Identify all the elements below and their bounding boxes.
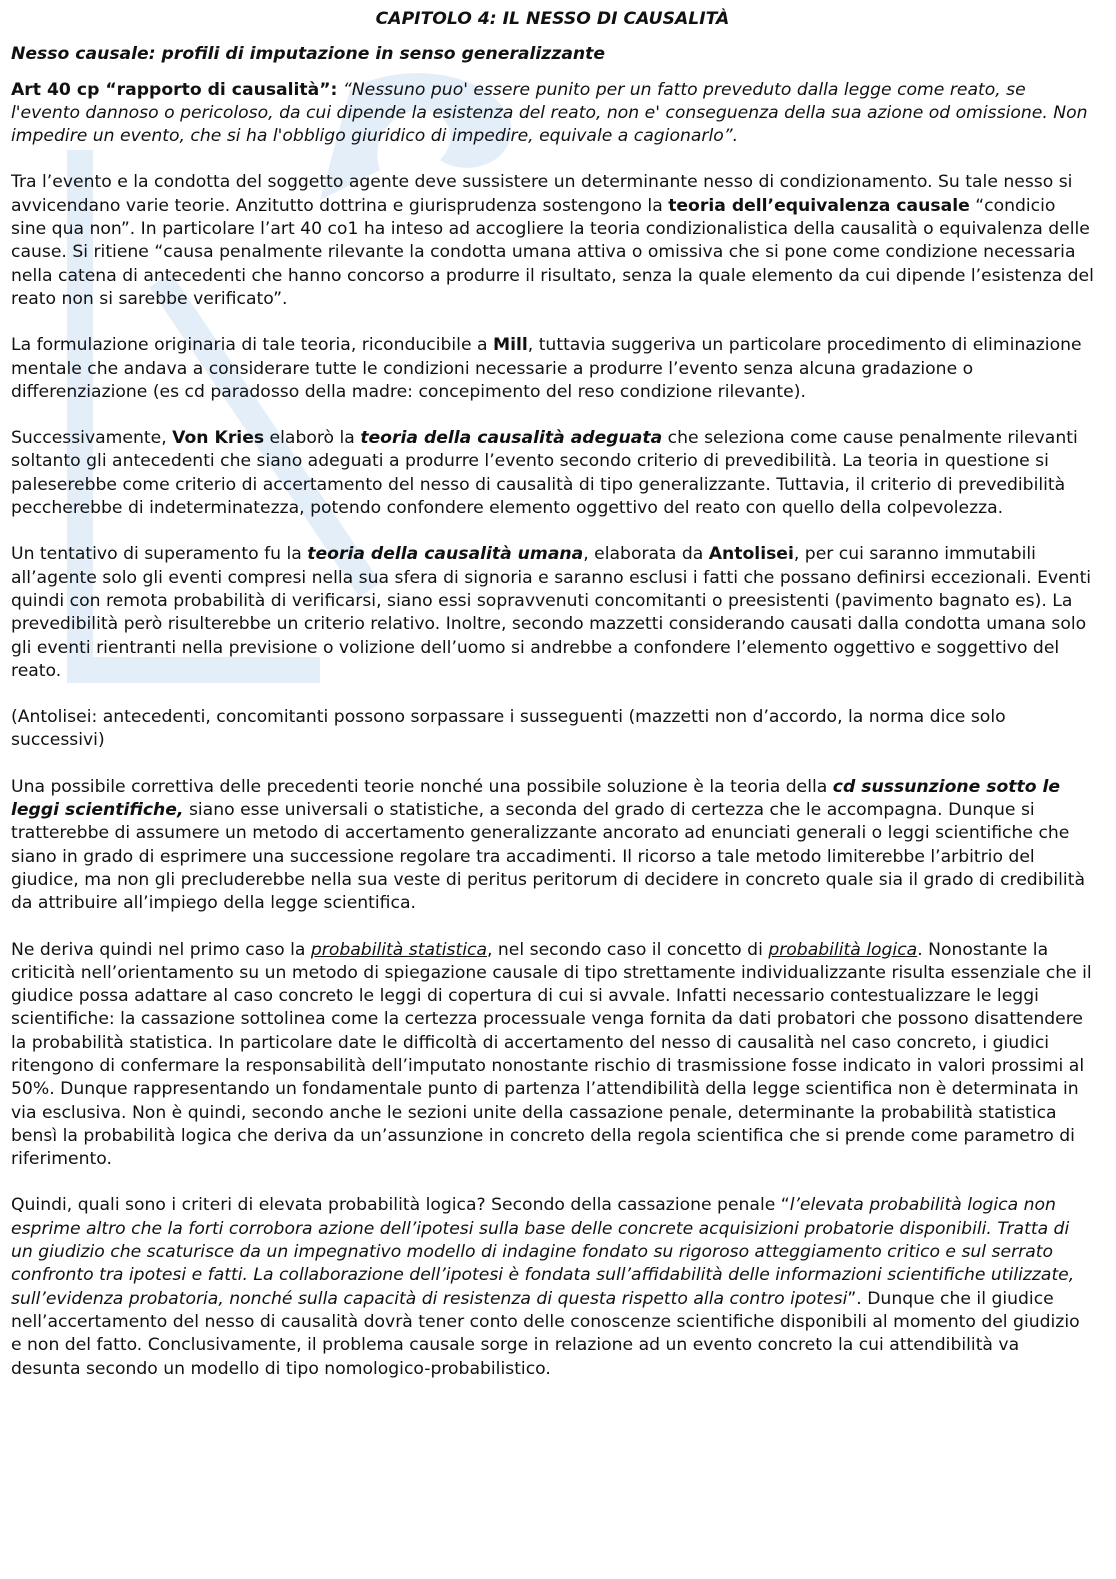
chapter-title: CAPITOLO 4: IL NESSO DI CAUSALITÀ	[375, 9, 730, 29]
cassazione-quote: l’elevata probabilità logica non esprime altro che la forti corrobora azione dell’ipotesi sulla base delle concrete acquisizioni probatorie disponibili. Tratta di un giudizio che scaturisce da un impegnativo modello di indagine fondato su rigoroso atteggiamento critico e sul serrato confronto tra ipotesi e fatti. La collaborazione dell’ipotesi è fondata sull’affidabilità delle informazioni scientifiche utilizzate, sull’evidenza probatoria, nonché sulla capacità di resistenza di questa rispetto alla contro ipotesi	[11, 1195, 1075, 1309]
text-run: , tuttavia suggeriva un particolare procedimento di eliminazione mentale che andava a considerare tutte le condizioni necessarie a produrre l’evento senza alcuna gradazione o differenziazione (es cd paradosso della madre: concepimento del reso condizione rilevante).	[11, 335, 1082, 402]
paragraph-criteri	[11, 1194, 1094, 1380]
text-run: Tra l’evento e la condotta del soggetto agente deve sussistere un determinante nesso di condizionamento. Su tale nesso si avvicendano varie teorie. Anzitutto dottrina e giurisprudenza sostengono la	[11, 172, 1073, 216]
text-run: che seleziona come cause penalmente rilevanti soltanto gli antecedenti che siano adeguati a produrre l’evento secondo criterio di prevedibilità. La teoria in questione si paleserebbe come criterio di accertamento del nesso di causalità di tipo generalizzante. Tuttavia, il criterio di prevedibilità peccherebbe di indeterminatezza, potendo confondere elemento oggettivo del reato con quello della colpevolezza.	[11, 428, 1078, 519]
text-run: , per cui saranno immutabili all’agente solo gli eventi compresi nella sua sfera di signoria e saranno esclusi i fatti che possano definirsi eccezionali. Eventi quindi con remota probabilità di verificarsi, siano essi sopravvenuti concomitanti o preesistenti (pavimento bagnato es). La prevedibilità però risulterebbe un criterio relativo. Inoltre, secondo mazzetti considerando causati dalla condotta umana solo gli eventi rientranti nella previsione o volizione dell’uomo si andrebbe a confondere l’elemento oggettivo e soggettivo del reato.	[11, 544, 1092, 681]
text-run: elaborò la	[264, 428, 361, 449]
text-run: Ne deriva quindi nel primo caso la	[11, 939, 311, 960]
paragraph-sussunzione	[11, 776, 1094, 916]
paragraph-art40	[11, 79, 1094, 149]
art40-quote: “Nessuno puo' essere punito per un fatto preveduto dalla legge come reato, se l'evento dannoso o pericoloso, da cui dipende la esistenza del reato, non e' conseguenza della sua azione od omissione. Non impedire un evento, che si ha l'obbligo giuridico di impedire, equivale a cagionarlo”.	[11, 79, 1088, 147]
text-run: siano esse universali o statistiche, a seconda del grado di certezza che le accompagna. Dunque si tratterebbe di assumere un metodo di accertamento generalizzante ancorato ad enunciati generali o leggi scientifiche che siano in grado di esprimere una successione regolare tra accadimenti. Il ricorso a tale metodo limiterebbe l’arbitrio del giudice, ma non gli precluderebbe nella sua veste di peritus peritorum di decidere in concreto quale sia il grado di credibilità da attribuire all’impiego della legge scientifica.	[11, 800, 1085, 914]
term-equivalenza: teoria dell’equivalenza causale	[668, 195, 970, 216]
text-run: La formulazione originaria di tale teoria, riconducibile a	[11, 335, 493, 356]
name-von-kries: Von Kries	[172, 428, 265, 449]
paragraph-antolisei	[11, 543, 1094, 683]
name-antolisei: Antolisei	[708, 544, 794, 565]
term-probabilita-logica: probabilità logica	[768, 939, 918, 960]
text-run: Una possibile correttiva delle precedenti teorie nonché una possibile soluzione è la teoria della	[11, 776, 833, 797]
paragraph-note: (Antolisei: antecedenti, concomitanti possono sorpassare i susseguenti (mazzetti non d’accordo, la norma dice solo successivi)	[11, 707, 1006, 751]
text-run: Successivamente,	[11, 428, 173, 449]
paragraph-von-kries	[11, 427, 1094, 520]
section-subtitle: Nesso causale: profili di imputazione in senso generalizzante	[11, 44, 606, 65]
paragraph-equivalenza	[11, 171, 1094, 311]
text-run: “condicio sine qua non”. In particolare l’art 40 co1 ha inteso ad accogliere la teoria condizionalistica della causalità o equivalenza delle cause. Si ritiene “causa penalmente rilevante la condotta umana attiva o omissiva che si pone come condizione necessaria nella catena di antecedenti che hanno concorso a produrre il risultato, senza la quale elemento da cui dipende l’esistenza del reato non si sarebbe verificato”.	[11, 195, 1094, 309]
term-probabilita-statistica: probabilità statistica	[310, 939, 487, 960]
art40-lead: Art 40 cp “rapporto di causalità”:	[11, 79, 338, 100]
term-sussunzione: cd sussunzione sotto le leggi scientifiche,	[11, 776, 1061, 821]
term-causalita-adeguata: teoria della causalità adeguata	[360, 428, 663, 449]
paragraph-mill	[11, 334, 1094, 404]
paragraph-probabilita	[11, 939, 1094, 1172]
term-causalita-umana: teoria della causalità umana	[307, 544, 584, 565]
text-run: ”. Dunque che il giudice nell’accertamento del nesso di causalità dovrà tener conto delle conoscenze scientifiche disponibili al momento del giudizio e non del fatto. Conclusivamente, il problema causale sorge in relazione ad un evento concreto la cui attendibilità va desunta secondo un modello di tipo nomologico-probabilistico.	[11, 1288, 1080, 1379]
text-run: Un tentativo di superamento fu la	[11, 544, 308, 565]
text-run: . Nonostante la criticità nell’orientamento su un metodo di spiegazione causale di tipo strettamente individualizzante risulta essenziale che il giudice possa adattare al caso concreto le leggi di copertura di cui si avvale. Infatti necessario contestualizzare le leggi scientifiche: la cassazione sottolinea come la certezza processuale venga fornita da dati probatori che possono disattendere la probabilità statistica. In particolare date le difficoltà di accertamento del nesso di causalità nel caso concreto, i giudici ritengono di confermare la responsabilità dell’imputato nonostante rischio di trasmissione fosse indicato in valori prossimi al 50%. Dunque rappresentando un fondamentale punto di partenza l’attendibilità della legge scientifica non è determinata in via esclusiva. Non è quindi, secondo anche le sezioni unite della cassazione penale, determinante la probabilità statistica bensì la probabilità logica che deriva da un’assunzione in concreto della regola scientifica che si prende come parametro di riferimento.	[11, 939, 1092, 1170]
text-run: , elaborata da	[583, 544, 709, 565]
text-run: Quindi, quali sono i criteri di elevata probabilità logica? Secondo della cassazione penale “	[11, 1195, 790, 1216]
name-mill: Mill	[492, 335, 528, 356]
text-run: , nel secondo caso il concetto di	[486, 939, 769, 960]
